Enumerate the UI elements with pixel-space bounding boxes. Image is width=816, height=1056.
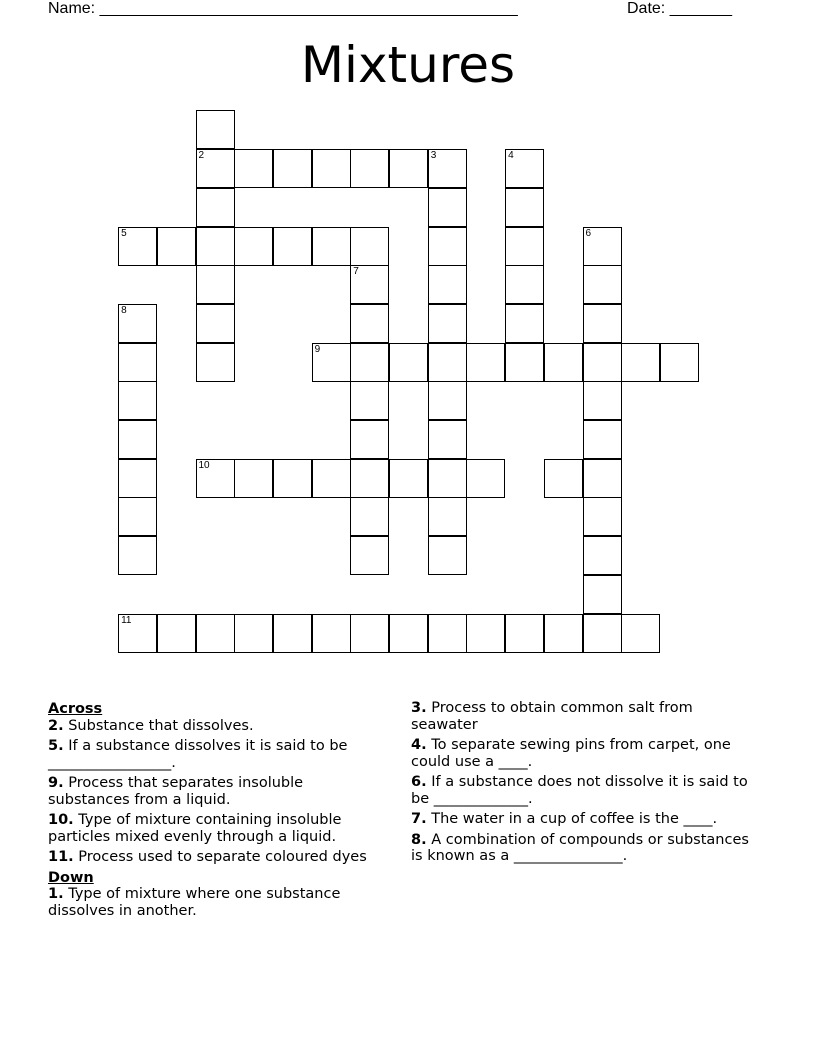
- grid-cell[interactable]: [583, 536, 622, 575]
- grid-cell[interactable]: [428, 381, 467, 420]
- grid-cell[interactable]: [312, 227, 351, 266]
- grid-cell[interactable]: [196, 110, 235, 149]
- grid-cell[interactable]: [350, 343, 389, 382]
- clue-number: 10.: [48, 812, 74, 828]
- grid-cell[interactable]: [273, 149, 312, 188]
- grid-cell[interactable]: [505, 265, 544, 304]
- grid-cell[interactable]: [428, 343, 467, 382]
- grid-cell[interactable]: [428, 265, 467, 304]
- grid-cell[interactable]: [196, 188, 235, 227]
- grid-cell[interactable]: [350, 420, 389, 459]
- down-heading: Down: [48, 869, 94, 886]
- clue-text: Process that separates insoluble substances from a liquid.: [48, 775, 304, 808]
- grid-cell[interactable]: [118, 343, 157, 382]
- clue-text: The water in a cup of coffee is the ____.: [426, 811, 718, 827]
- grid-cell[interactable]: [621, 343, 660, 382]
- clue-number: 7.: [411, 811, 427, 827]
- grid-cell[interactable]: [583, 265, 622, 304]
- grid-cell[interactable]: [350, 459, 389, 498]
- grid-cell[interactable]: [273, 459, 312, 498]
- grid-cell[interactable]: [234, 149, 273, 188]
- grid-cell[interactable]: [428, 614, 467, 653]
- down-clue-1: [48, 886, 388, 919]
- grid-cell[interactable]: [505, 343, 544, 382]
- grid-cell[interactable]: [350, 614, 389, 653]
- down-clue-8: [411, 832, 751, 865]
- cell-number: 9: [314, 343, 321, 355]
- grid-cell[interactable]: [505, 149, 544, 188]
- clue-number: 8.: [411, 831, 427, 848]
- grid-cell[interactable]: [505, 188, 544, 227]
- clue-number: 1.: [48, 886, 64, 902]
- cell-number: 6: [585, 227, 592, 239]
- across-clue-9: [48, 775, 388, 808]
- grid-cell[interactable]: [312, 614, 351, 653]
- grid-cell[interactable]: [118, 614, 157, 653]
- grid-cell[interactable]: [428, 149, 467, 188]
- grid-cell[interactable]: [350, 227, 389, 266]
- grid-cell[interactable]: [350, 265, 389, 304]
- cell-number: 3: [430, 150, 437, 162]
- grid-cell[interactable]: [157, 614, 196, 653]
- date-field-label: Date: _______: [627, 0, 732, 17]
- grid-cell[interactable]: [544, 614, 583, 653]
- clue-text: Process used to separate coloured dyes: [73, 849, 367, 865]
- grid-cell[interactable]: [350, 497, 389, 536]
- grid-cell[interactable]: [273, 614, 312, 653]
- grid-cell[interactable]: [196, 459, 235, 498]
- grid-cell[interactable]: [544, 343, 583, 382]
- grid-cell[interactable]: [196, 304, 235, 343]
- clue-number: 5.: [48, 738, 64, 754]
- clues-right-column: [411, 700, 751, 869]
- grid-cell[interactable]: [583, 575, 622, 614]
- grid-cell[interactable]: [389, 614, 428, 653]
- across-heading: Across: [48, 701, 103, 717]
- grid-cell[interactable]: [389, 459, 428, 498]
- grid-cell[interactable]: [273, 227, 312, 266]
- grid-cell[interactable]: [544, 459, 583, 498]
- clue-number: 11.: [48, 849, 74, 865]
- across-clue-2: [48, 718, 388, 735]
- grid-cell[interactable]: [583, 497, 622, 536]
- grid-cell[interactable]: [583, 420, 622, 459]
- cell-number: 5: [121, 227, 127, 239]
- grid-cell[interactable]: [196, 265, 235, 304]
- page-title: Mixtures: [300, 36, 516, 94]
- grid-cell[interactable]: [234, 614, 273, 653]
- grid-cell[interactable]: [428, 459, 467, 498]
- grid-cell[interactable]: [428, 227, 467, 266]
- grid-cell[interactable]: [428, 304, 467, 343]
- grid-cell[interactable]: [312, 459, 351, 498]
- clue-number: 2.: [48, 717, 64, 734]
- clue-text: Substance that dissolves.: [63, 717, 254, 734]
- grid-cell[interactable]: [428, 497, 467, 536]
- down-clue-4: [411, 737, 751, 770]
- cell-number: 7: [353, 266, 359, 278]
- down-clue-7: [411, 811, 751, 828]
- grid-cell[interactable]: [350, 381, 389, 420]
- grid-cell[interactable]: [196, 149, 235, 188]
- grid-cell[interactable]: [389, 149, 428, 188]
- grid-cell[interactable]: [234, 227, 273, 266]
- grid-cell[interactable]: [466, 614, 505, 653]
- clue-text: Process to obtain common salt from seawater: [411, 700, 693, 733]
- clue-text: Type of mixture containing insoluble particles mixed evenly through a liquid.: [48, 812, 342, 845]
- grid-cell[interactable]: [428, 188, 467, 227]
- down-clue-3: [411, 700, 751, 733]
- across-clue-10: [48, 812, 388, 845]
- cell-number: 8: [121, 304, 127, 316]
- grid-cell[interactable]: [118, 227, 157, 266]
- grid-cell[interactable]: [466, 343, 505, 382]
- grid-cell[interactable]: [118, 459, 157, 498]
- grid-cell[interactable]: [505, 614, 544, 653]
- grid-cell[interactable]: [428, 536, 467, 575]
- clue-text: To separate sewing pins from carpet, one could use a ____.: [411, 737, 731, 770]
- grid-cell[interactable]: [583, 614, 622, 653]
- grid-cell[interactable]: [350, 304, 389, 343]
- clue-text: A combination of compounds or substances is known as a _______________.: [411, 831, 749, 864]
- grid-cell[interactable]: [118, 381, 157, 420]
- clue-text: If a substance does not dissolve it is said to be _____________.: [411, 774, 748, 807]
- grid-cell[interactable]: [312, 149, 351, 188]
- grid-cell[interactable]: [312, 343, 351, 382]
- clue-number: 9.: [48, 775, 64, 791]
- grid-cell[interactable]: [583, 343, 622, 382]
- grid-cell[interactable]: [118, 536, 157, 575]
- clue-text: Type of mixture where one substance dissolves in another.: [48, 886, 341, 919]
- cell-number: 4: [508, 150, 514, 162]
- clue-text: If a substance dissolves it is said to be _________________.: [48, 738, 348, 771]
- across-clue-11: [48, 849, 388, 866]
- grid-cell[interactable]: [660, 343, 699, 382]
- across-clue-5: [48, 738, 388, 771]
- grid-cell[interactable]: [583, 381, 622, 420]
- grid-cell[interactable]: [196, 614, 235, 653]
- grid-cell[interactable]: [621, 614, 660, 653]
- grid-cell[interactable]: [428, 420, 467, 459]
- grid-cell[interactable]: [350, 149, 389, 188]
- grid-cell[interactable]: [234, 459, 273, 498]
- clue-number: 3.: [411, 700, 427, 716]
- grid-cell[interactable]: [118, 420, 157, 459]
- grid-cell[interactable]: [505, 227, 544, 266]
- grid-cell[interactable]: [466, 459, 505, 498]
- grid-cell[interactable]: [583, 304, 622, 343]
- grid-cell[interactable]: [196, 227, 235, 266]
- grid-cell[interactable]: [118, 497, 157, 536]
- grid-cell[interactable]: [157, 227, 196, 266]
- grid-cell[interactable]: [505, 304, 544, 343]
- clue-number: 6.: [411, 774, 427, 790]
- cell-number: 11: [121, 614, 132, 626]
- clues-left-column: [48, 700, 388, 923]
- grid-cell[interactable]: [196, 343, 235, 382]
- clue-number: 4.: [411, 737, 427, 753]
- cell-number: 2: [198, 150, 205, 162]
- grid-cell[interactable]: [350, 536, 389, 575]
- grid-cell[interactable]: [389, 343, 428, 382]
- cell-number: 10: [198, 459, 210, 471]
- grid-cell[interactable]: [583, 227, 622, 266]
- grid-cell[interactable]: [118, 304, 157, 343]
- name-field-label: Name: _______________________________________________: [48, 0, 518, 17]
- grid-cell[interactable]: [583, 459, 622, 498]
- down-clue-6: [411, 774, 751, 807]
